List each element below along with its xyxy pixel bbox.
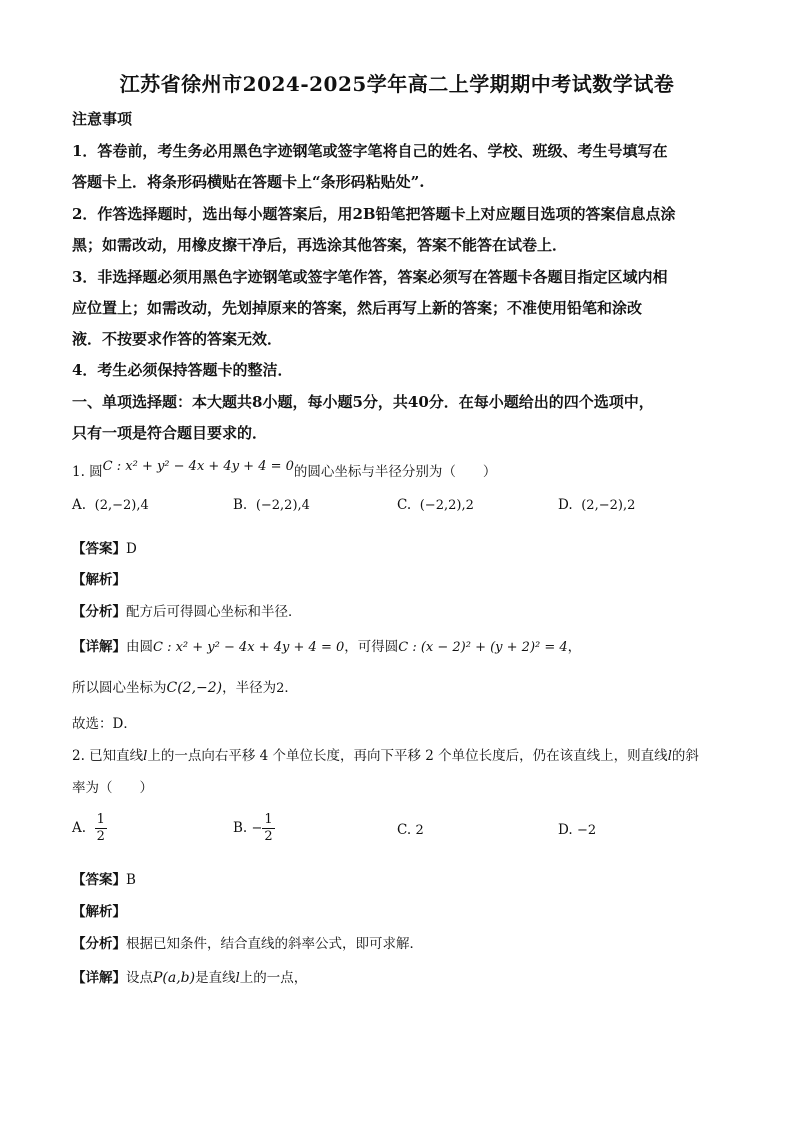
q1-equation: C : x² + y² − 4x + 4y + 4 = 0 <box>102 459 294 474</box>
option-label: D. <box>558 497 573 513</box>
detail-tag: 【详解】 <box>72 639 126 655</box>
detail-tag: 【详解】 <box>72 970 126 986</box>
option-value: 2 <box>415 823 424 838</box>
notice-line: 答题卡上．将条形码横贴在答题卡上“条形码粘贴处”. <box>72 173 425 191</box>
notice-heading: 注意事项 <box>72 110 133 128</box>
notice-line: 1．答卷前，考生务必用黑色字迹钢笔或签字笔将自己的姓名、学校、班级、考生号填写在 <box>72 142 668 160</box>
q1-choose: 故选：D． <box>72 716 137 732</box>
option-label: A. <box>72 820 87 836</box>
q1-detail <box>72 635 581 655</box>
detail-text: ，可得圆 <box>344 639 399 655</box>
option-value: (2,−2),2 <box>581 498 636 513</box>
answer-value: D <box>126 541 137 557</box>
fraction-denominator: 2 <box>264 829 273 844</box>
center-text: ． <box>284 680 298 696</box>
notice-line: 2．作答选择题时，选出每小题答案后，用2B铅笔把答题卡上对应题目选项的答案信息点涂 <box>72 205 676 223</box>
center-text: 所以圆心坐标为 <box>72 680 167 696</box>
fenxi-text: 根据已知条件，结合直线的斜率公式，即可求解． <box>126 936 423 952</box>
answer-tag: 【答案】 <box>72 541 126 557</box>
q1-analysis-tag: 【解析】 <box>72 572 126 588</box>
fenxi-tag: 【分析】 <box>72 936 126 952</box>
q1-option-b <box>233 497 310 513</box>
option-sign: − <box>251 821 263 836</box>
fenxi-text: 配方后可得圆心坐标和半径． <box>126 604 302 620</box>
q2-text: 的斜 <box>671 748 699 764</box>
option-fraction <box>95 812 107 845</box>
center-equation: C(2,−2) <box>166 680 223 696</box>
q2-var: l <box>667 749 672 764</box>
q1-option-a <box>72 497 149 513</box>
fraction-numerator: 1 <box>96 812 105 827</box>
q1-fenxi <box>72 600 302 620</box>
option-label: C. <box>397 497 412 513</box>
q2-text: 上的一点向右平移 4 个单位长度，再向下平移 2 个单位长度后，仍在该直线上，则直线 <box>147 748 668 764</box>
q2-detail <box>72 966 307 986</box>
detail-text: 设点 <box>126 970 153 986</box>
fraction-numerator: 1 <box>264 812 273 827</box>
q2-answer <box>72 868 136 888</box>
detail-equation: C : (x − 2)² + (y + 2)² = 4 <box>398 640 568 655</box>
option-value: (−2,2),2 <box>419 498 474 513</box>
option-label: C. <box>397 822 412 838</box>
q2-option-a <box>72 812 107 845</box>
detail-text: 上的一点， <box>239 970 308 986</box>
option-value: (−2,2),4 <box>255 498 310 513</box>
option-label: D. <box>558 822 573 838</box>
detail-equation: C : x² + y² − 4x + 4y + 4 = 0 <box>153 640 345 655</box>
option-value: −2 <box>576 823 597 838</box>
q1-center <box>72 676 298 696</box>
question-1-stem <box>72 460 496 480</box>
option-label: B. <box>233 820 248 836</box>
q2-text: 2. 已知直线 <box>72 748 144 764</box>
q1-answer <box>72 537 137 557</box>
q2-analysis-tag: 【解析】 <box>72 904 126 920</box>
notice-line: 黑；如需改动，用橡皮擦干净后，再选涂其他答案，答案不能答在试卷上． <box>72 236 568 254</box>
detail-text: ， <box>567 639 582 655</box>
notice-line: 应位置上；如需改动，先划掉原来的答案，然后再写上新的答案；不准使用铅笔和涂改 <box>72 299 643 317</box>
option-label: B. <box>233 497 248 513</box>
radius-value: 2 <box>276 681 285 696</box>
answer-value: B <box>126 872 136 888</box>
question-2-stem <box>72 744 699 764</box>
q2-option-c <box>397 822 424 838</box>
question-2-stem-cont: 率为（ ） <box>72 780 153 796</box>
q2-fenxi <box>72 932 423 952</box>
detail-text: 由圆 <box>126 639 153 655</box>
detail-equation: P(a,b) <box>153 970 196 986</box>
q1-option-c <box>397 497 474 513</box>
section-heading-cont: 只有一项是符合题目要求的． <box>72 424 268 442</box>
notice-line: 4．考生必须保持答题卡的整洁． <box>72 361 293 379</box>
answer-tag: 【答案】 <box>72 872 126 888</box>
center-text: ，半径为 <box>222 680 277 696</box>
fenxi-tag: 【分析】 <box>72 604 126 620</box>
option-label: A. <box>72 497 87 513</box>
option-value: (2,−2),4 <box>94 498 149 513</box>
notice-line: 液．不按要求作答的答案无效． <box>72 330 283 348</box>
q2-var: l <box>235 971 240 986</box>
option-fraction <box>262 812 274 845</box>
q2-option-d <box>558 822 596 838</box>
q1-suffix: 的圆心坐标与半径分别为（ ） <box>293 464 497 480</box>
section-heading: 一、单项选择题：本大题共8小题，每小题5分，共40分．在每小题给出的四个选项中， <box>72 393 654 411</box>
page-title: 江苏省徐州市2024-2025学年高二上学期期中考试数学试卷 <box>119 72 675 96</box>
q2-option-b <box>233 812 275 845</box>
q1-option-d <box>558 497 635 513</box>
q2-var: l <box>143 749 148 764</box>
q1-prefix: 1. 圆 <box>72 464 103 480</box>
fraction-denominator: 2 <box>96 829 105 844</box>
detail-text: 是直线 <box>195 970 236 986</box>
notice-line: 3．非选择题必须用黑色字迹钢笔或签字笔作答，答案必须写在答题卡各题目指定区域内相 <box>72 268 668 286</box>
